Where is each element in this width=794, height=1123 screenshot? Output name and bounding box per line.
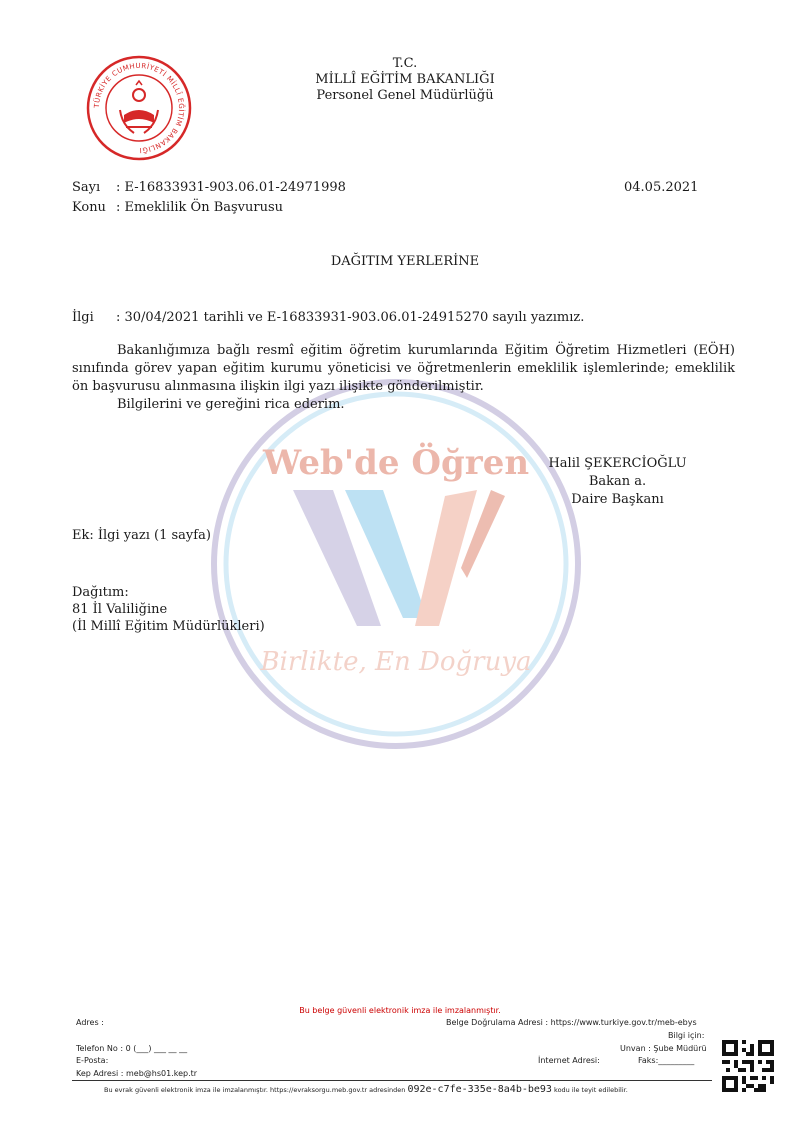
meb-seal-logo — [86, 55, 192, 161]
footer-phone: Telefon No : 0 (___) ___ __ __ — [76, 1044, 188, 1053]
footer-info: Bilgi için: — [668, 1031, 705, 1040]
signature-block — [530, 455, 705, 509]
attachment: Ek: İlgi yazı (1 sayfa) — [72, 528, 211, 543]
sayi-value: : E-16833931-903.06.01-24971998 — [116, 180, 346, 195]
document-date: 04.05.2021 — [624, 180, 699, 195]
footer-fax: Faks:_________ — [638, 1056, 695, 1065]
konu-label: Konu — [72, 200, 106, 215]
verify-code: 092e-c7fe-335e-8a4b-be93 — [407, 1084, 552, 1095]
body-paragraph-1: Bakanlığımıza bağlı resmî eğitim öğretim kurumlarında Eğitim Öğretim Hizmetleri (EÖH) sınıfında görev yapan eğitim kurumu yöneticisi ve öğretmenlerin emeklilik işlemlerinde; emeklilik ön başvurusu alınmasına ilişkin ilgi yazı ilişikte gönderilmiştir. — [72, 343, 735, 394]
recipient: DAĞITIM YERLERİNE — [330, 254, 480, 269]
distribution-title: Dağıtım: — [72, 585, 129, 600]
footer-title: Unvan : Şube Müdürü — [620, 1044, 707, 1053]
body-paragraph-2: Bilgilerini ve gereğini rica ederim. — [117, 397, 345, 412]
esign-note: Bu belge güvenli elektronik imza ile imzalanmıştır. — [299, 1006, 501, 1015]
watermark-title: Web'de Öğren — [262, 443, 530, 483]
footer-verification-address: Belge Doğrulama Adresi : https://www.turkiye.gov.tr/meb-ebys — [446, 1018, 697, 1027]
footer-address: Adres : — [76, 1018, 104, 1027]
watermark — [205, 378, 587, 750]
footer-divider — [72, 1080, 712, 1081]
distribution-line-1: 81 İl Valiliğine — [72, 602, 168, 617]
distribution-line-2: (İl Millî Eğitim Müdürlükleri) — [72, 619, 265, 634]
seal-text: TÜRKİYE CUMHURİYETİ MİLLÎ EĞİTİM BAKANLIĞI — [92, 61, 186, 155]
letter-body — [72, 342, 735, 414]
verify-suffix: kodu ile teyit edilebilir. — [554, 1086, 628, 1094]
footer-internet: İnternet Adresi: — [538, 1056, 600, 1065]
document-header — [220, 56, 590, 104]
signer-proxy: Bakan a. — [588, 474, 647, 489]
verify-prefix: Bu evrak güvenli elektronik imza ile imzalanmıştır. https://evraksorgu.meb.gov.tr adresinden — [104, 1086, 406, 1094]
sayi-label: Sayı — [72, 180, 101, 195]
qr-code-icon — [722, 1040, 774, 1092]
konu-value: : Emeklilik Ön Başvurusu — [116, 200, 284, 215]
header-ministry: MİLLÎ EĞİTİM BAKANLIĞI — [315, 72, 495, 87]
footer-email: E-Posta: — [76, 1056, 109, 1065]
footer-kep: Kep Adresi : meb@hs01.kep.tr — [76, 1069, 198, 1078]
distribution-block — [72, 584, 265, 635]
ilgi-value: : 30/04/2021 tarihli ve E-16833931-903.06.01-24915270 sayılı yazımız. — [116, 310, 585, 325]
footer-verify-line — [104, 1085, 628, 1095]
signer-name: Halil ŞEKERCİOĞLU — [548, 456, 687, 471]
signer-title: Daire Başkanı — [571, 492, 664, 507]
ilgi-label: İlgi — [72, 310, 94, 325]
watermark-slogan: Birlikte, En Doğruya — [260, 647, 532, 677]
header-department: Personel Genel Müdürlüğü — [316, 88, 494, 103]
header-tc: T.C. — [392, 56, 418, 71]
